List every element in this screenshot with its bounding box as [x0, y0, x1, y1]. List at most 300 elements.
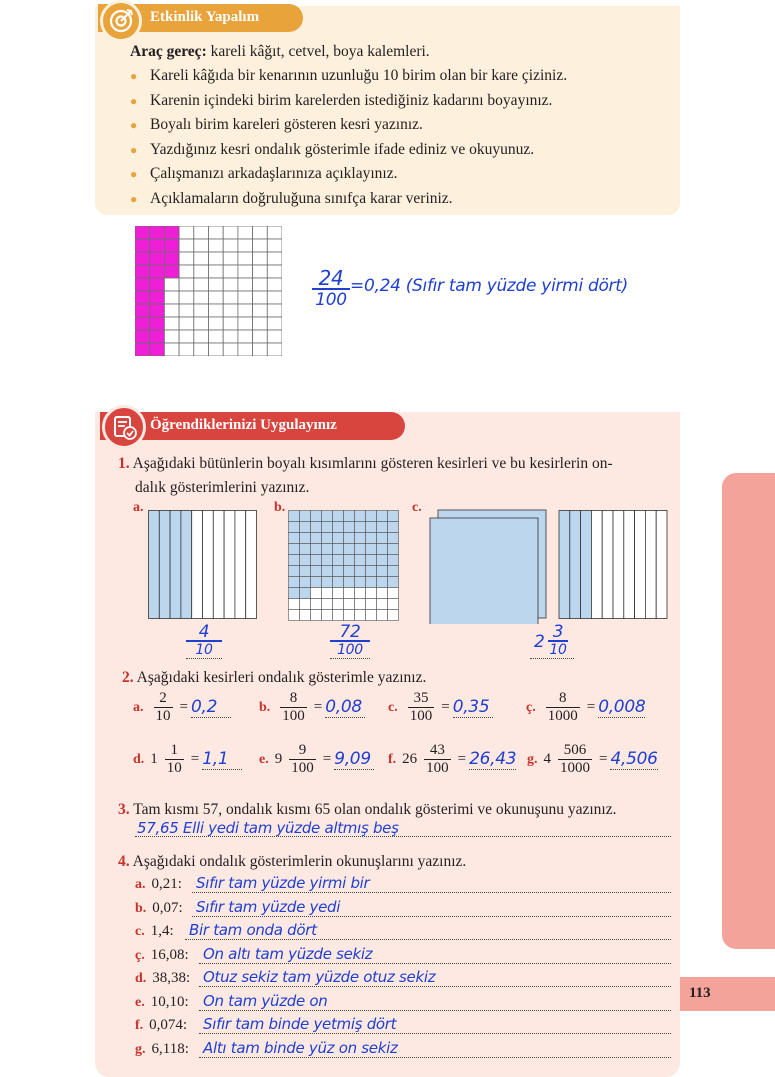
q4-number: 4.	[118, 853, 130, 870]
grid-cell	[223, 291, 238, 304]
cell-shaded	[289, 511, 300, 522]
cell-shaded	[344, 533, 355, 544]
grid-cell-shaded	[150, 278, 165, 291]
q3-answer: 57,65 Elli yedi tam yüzde altmış beş	[137, 819, 399, 837]
q2-item-label: b.	[259, 699, 271, 715]
grid-cell	[223, 252, 238, 265]
activity-steps	[130, 64, 567, 211]
cell-shaded	[333, 566, 344, 577]
q4-item-label: ç.	[135, 947, 145, 963]
grid-cell	[253, 304, 268, 317]
q4-heading	[118, 853, 466, 871]
grid-cell	[194, 278, 209, 291]
grid-cell	[194, 265, 209, 278]
cell	[355, 610, 366, 621]
cell-shaded	[366, 566, 377, 577]
strip	[246, 511, 257, 619]
cell-shaded	[355, 544, 366, 555]
grid-cell-shaded	[150, 252, 165, 265]
grid-cell-shaded	[164, 239, 179, 252]
strip	[224, 511, 235, 619]
activity-answer-fraction	[312, 268, 350, 310]
grid-cell	[223, 239, 238, 252]
grid-cell	[253, 252, 268, 265]
grid-cell	[164, 317, 179, 330]
cell-shaded	[322, 533, 333, 544]
grid-cell	[209, 343, 224, 356]
q2-item-fraction: $\frac{35}{100}$	[409, 690, 433, 724]
cell-shaded	[344, 522, 355, 533]
grid-cell	[164, 304, 179, 317]
grid-cell	[194, 317, 209, 330]
q4-item-answer: Sıfır tam yüzde yedi	[196, 897, 341, 916]
grid-cell	[253, 278, 268, 291]
cell	[322, 588, 333, 599]
grid-cell	[238, 343, 253, 356]
cell	[366, 599, 377, 610]
page-number: 113	[689, 985, 711, 1001]
q2-item: c. $\frac{35}{100}$ = 0,35	[388, 690, 493, 725]
strip	[635, 511, 646, 619]
strip-shaded	[170, 511, 181, 619]
grid-cell-shaded	[150, 317, 165, 330]
q2-item-answer: 0,08	[325, 697, 365, 718]
cell-shaded	[344, 577, 355, 588]
strip	[613, 511, 624, 619]
cell	[377, 599, 388, 610]
grid-cell-shaded	[164, 252, 179, 265]
cell	[344, 599, 355, 610]
grid-cell	[209, 291, 224, 304]
q4-item-value: 0,074:	[149, 1017, 188, 1033]
cell-shaded	[377, 522, 388, 533]
cell-shaded	[366, 544, 377, 555]
cell-shaded	[322, 566, 333, 577]
cell-shaded	[366, 555, 377, 566]
cell-shaded	[388, 544, 399, 555]
cell-shaded	[311, 533, 322, 544]
grid-cell-shaded	[135, 317, 150, 330]
grid-cell	[267, 226, 282, 239]
cell-shaded	[366, 511, 377, 522]
cell	[300, 610, 311, 621]
q4-item	[135, 897, 671, 919]
cell-shaded	[344, 555, 355, 566]
q4-text: Aşağıdaki ondalık gösterimlerin okunuşlarını yazınız.	[132, 853, 467, 870]
cell-shaded	[366, 533, 377, 544]
cell-shaded	[300, 566, 311, 577]
cell-shaded	[333, 544, 344, 555]
q4-item	[135, 876, 671, 895]
grid-cell	[179, 291, 194, 304]
cell	[322, 599, 333, 610]
q4-item	[135, 1017, 671, 1036]
cell	[366, 610, 377, 621]
q4-item-answer: Otuz sekiz tam yüzde otuz sekiz	[203, 968, 436, 986]
cell-shaded	[322, 577, 333, 588]
q2-item: ç. $\frac{8}{1000}$ = 0,008	[526, 690, 646, 724]
grid-cell	[267, 317, 282, 330]
cell	[344, 588, 355, 599]
q2-item-answer: 9,09	[334, 749, 374, 770]
grid-cell	[238, 252, 253, 265]
grid-cell	[253, 317, 268, 330]
grid-cell	[238, 278, 253, 291]
grid-cell	[209, 317, 224, 330]
grid-cell	[209, 226, 224, 239]
cell-shaded	[300, 588, 311, 599]
q2-item-answer: 0,35	[453, 697, 493, 718]
grid-cell	[194, 226, 209, 239]
activity-step: ● Karenin içindeki birim karelerden istediğiniz kadarını boyayınız.	[130, 91, 553, 109]
q2-item-label: c.	[388, 699, 398, 715]
q2-item-whole: 1	[150, 751, 158, 767]
q4-item	[135, 970, 671, 989]
strip-shaded	[559, 511, 570, 619]
cell	[388, 588, 399, 599]
grid-cell	[179, 252, 194, 265]
grid-cell-shaded	[135, 252, 150, 265]
q4-item-answer: Sıfır tam yüzde yirmi bir	[196, 874, 370, 892]
q2-item-answer: 0,008	[598, 697, 646, 717]
cell-shaded	[311, 511, 322, 522]
grid-cell-shaded	[150, 291, 165, 304]
q4-item-label: a.	[135, 877, 146, 892]
strip	[213, 511, 224, 619]
q4-item-label: d.	[135, 971, 147, 986]
q2-item-label: f.	[388, 751, 397, 767]
cell-shaded	[388, 577, 399, 588]
grid-cell-shaded	[150, 265, 165, 278]
cell-shaded	[355, 566, 366, 577]
cell	[344, 610, 355, 621]
grid-cell-shaded	[135, 304, 150, 317]
grid-cell-shaded	[150, 304, 165, 317]
cell	[355, 599, 366, 610]
cell-shaded	[289, 566, 300, 577]
q2-item-answer: 0,2	[191, 697, 231, 718]
q2-item: a. $\frac{2}{10}$ = 0,2	[133, 690, 231, 725]
cell-shaded	[300, 555, 311, 566]
cell-shaded	[377, 577, 388, 588]
cell	[322, 610, 333, 621]
grid-cell-shaded	[150, 343, 165, 356]
cell	[311, 610, 322, 621]
grid-cell	[194, 330, 209, 343]
cell	[333, 610, 344, 621]
grid-cell	[179, 317, 194, 330]
q2-heading	[122, 669, 426, 687]
cell-shaded	[333, 511, 344, 522]
grid-cell-shaded	[135, 343, 150, 356]
q4-item-answer: Sıfır tam binde yetmiş dört	[203, 1015, 397, 1033]
grid-cell	[194, 343, 209, 356]
grid-cell	[179, 226, 194, 239]
cell-shaded	[344, 511, 355, 522]
q4-item-label: b.	[135, 900, 147, 916]
grid-cell	[253, 343, 268, 356]
cell-shaded	[388, 555, 399, 566]
q4-item-answer: On altı tam yüzde sekiz	[203, 944, 373, 963]
q1-b-label: b.	[274, 500, 286, 515]
q2-number: 2.	[122, 669, 134, 686]
cell-shaded	[377, 511, 388, 522]
cell	[377, 588, 388, 599]
q1-a-figure	[148, 510, 258, 620]
cell-shaded	[366, 577, 377, 588]
strip	[656, 511, 667, 619]
grid-cell	[223, 317, 238, 330]
q4-item-value: 6,118:	[151, 1040, 189, 1057]
grid-cell	[238, 291, 253, 304]
cell-shaded	[322, 555, 333, 566]
checklist-icon	[102, 405, 146, 449]
grid-cell	[194, 291, 209, 304]
strip	[591, 511, 602, 619]
grid-cell	[267, 291, 282, 304]
cell	[289, 599, 300, 610]
grid-cell-shaded	[135, 265, 150, 278]
cell-shaded	[377, 566, 388, 577]
activity-step: ● Çalışmanızı arkadaşlarınıza açıklayınız.	[130, 165, 398, 182]
cell-shaded	[333, 522, 344, 533]
cell-shaded	[289, 533, 300, 544]
cell-shaded	[388, 566, 399, 577]
q2-item-fraction: $\frac{8}{1000}$	[547, 690, 578, 724]
q4-item-label: e.	[135, 994, 145, 1010]
strip	[602, 511, 613, 619]
grid-cell	[223, 343, 238, 356]
cell-shaded	[289, 577, 300, 588]
grid-cell	[238, 239, 253, 252]
grid-cell-shaded	[135, 278, 150, 291]
q4-item	[135, 1038, 671, 1060]
strip	[645, 511, 656, 619]
strip-shaded	[149, 511, 160, 619]
q1-c-figure	[428, 500, 673, 624]
strip-shaded	[181, 511, 192, 619]
q4-item-label: c.	[135, 924, 145, 939]
q2-item: b. $\frac{8}{100}$ = 0,08	[259, 690, 365, 725]
activity-answer-num: 24	[312, 268, 350, 290]
q4-item-value: 0,21:	[151, 876, 182, 892]
q3-number: 3.	[118, 801, 130, 818]
cell-shaded	[311, 555, 322, 566]
q1-text-2: dalık gösterimlerini yazınız.	[135, 479, 310, 496]
grid-cell	[179, 239, 194, 252]
activity-answer-text: =0,24 (Sıfır tam yüzde yirmi dört)	[350, 276, 628, 296]
grid-cell	[267, 343, 282, 356]
cell-shaded	[289, 555, 300, 566]
cell-shaded	[377, 533, 388, 544]
strip	[624, 511, 635, 619]
q4-item-label: g.	[135, 1041, 146, 1057]
grid-cell	[164, 343, 179, 356]
q1-b-figure	[288, 510, 400, 622]
cell-shaded	[322, 544, 333, 555]
grid-cell	[253, 291, 268, 304]
cell	[366, 588, 377, 599]
q2-item-fraction: $\frac{1}{10}$	[166, 742, 182, 776]
cell-shaded	[344, 566, 355, 577]
grid-cell	[164, 278, 179, 291]
grid-cell	[209, 239, 224, 252]
q2-item-whole: 9	[274, 751, 283, 767]
materials-line	[130, 40, 430, 64]
q1-a-answer: 4 10	[186, 624, 222, 659]
grid-cell	[209, 304, 224, 317]
cell-shaded	[388, 522, 399, 533]
cell	[289, 610, 300, 621]
cell-shaded	[366, 522, 377, 533]
grid-cell	[238, 226, 253, 239]
q4-item	[135, 944, 671, 966]
q1-b-answer: 72 100	[330, 624, 370, 659]
q2-item: f. 26 $\frac{43}{100}$ = 26,43	[388, 742, 517, 776]
q1-line1	[118, 455, 613, 473]
grid-cell	[194, 304, 209, 317]
grid-cell	[194, 239, 209, 252]
cell-shaded	[300, 511, 311, 522]
strip	[192, 511, 203, 619]
q4-item-value: 10,10:	[150, 993, 189, 1010]
q2-text: Aşağıdaki kesirleri ondalık gösterimle yazınız.	[136, 669, 427, 686]
grid-cell	[164, 291, 179, 304]
materials-label: Araç gereç:	[130, 43, 207, 60]
page-number-box	[680, 977, 775, 1011]
strip-shaded	[570, 511, 581, 619]
q2-item-whole: 26	[402, 751, 418, 767]
q4-item-value: 38,38:	[152, 970, 191, 986]
q4-item-answer: On tam yüzde on	[203, 991, 328, 1010]
cell-shaded	[377, 544, 388, 555]
grid-cell	[238, 265, 253, 278]
cell-shaded	[300, 577, 311, 588]
grid-cell	[238, 330, 253, 343]
cell	[355, 588, 366, 599]
grid-cell	[267, 278, 282, 291]
cell	[388, 610, 399, 621]
cell-shaded	[344, 544, 355, 555]
q4-item-value: 1,4:	[150, 923, 174, 939]
activity-title: Etkinlik Yapalım	[150, 9, 260, 25]
target-icon	[100, 0, 142, 42]
cell-shaded	[311, 566, 322, 577]
strip	[203, 511, 214, 619]
strip	[235, 511, 246, 619]
q2-item-label: a.	[133, 699, 144, 715]
cell-shaded	[355, 511, 366, 522]
q2-item-label: g.	[527, 751, 538, 767]
cell-shaded	[322, 522, 333, 533]
hundred-grid	[135, 226, 282, 356]
cell-shaded	[311, 522, 322, 533]
q4-item-label: f.	[135, 1018, 144, 1033]
q4-item	[135, 923, 671, 942]
grid-cell	[267, 330, 282, 343]
q2-item-fraction: $\frac{43}{100}$	[426, 742, 449, 776]
grid-cell-shaded	[164, 226, 179, 239]
grid-cell	[253, 265, 268, 278]
grid-cell	[179, 343, 194, 356]
cell-shaded	[289, 588, 300, 599]
cell-shaded	[355, 577, 366, 588]
activity-step: ● Yazdığınız kesri ondalık gösterimle ifade ediniz ve okuyunuz.	[130, 140, 535, 158]
grid-cell-shaded	[164, 265, 179, 278]
grid-cell	[267, 304, 282, 317]
materials-text: kareli kâğıt, cetvel, boya kalemleri.	[206, 43, 430, 60]
strip-shaded	[159, 511, 170, 619]
grid-cell	[223, 304, 238, 317]
grid-cell	[179, 304, 194, 317]
grid-cell-shaded	[150, 239, 165, 252]
q2-item-fraction: $\frac{8}{100}$	[282, 690, 305, 724]
cell-shaded	[388, 533, 399, 544]
cell-shaded	[311, 577, 322, 588]
cell-shaded	[333, 555, 344, 566]
grid-cell	[209, 278, 224, 291]
grid-cell	[267, 239, 282, 252]
cell-shaded	[300, 533, 311, 544]
cell-shaded	[333, 577, 344, 588]
cell-shaded	[289, 544, 300, 555]
q1-number: 1.	[118, 455, 130, 472]
grid-cell	[238, 304, 253, 317]
cell	[311, 588, 322, 599]
grid-cell-shaded	[135, 239, 150, 252]
q4-item-value: 0,07:	[152, 899, 183, 916]
q1-c-answer: 2 3 10	[530, 624, 574, 659]
grid-cell	[164, 330, 179, 343]
q2-item: g. 4 $\frac{506}{1000}$ = 4,506	[527, 742, 658, 776]
grid-cell	[267, 265, 282, 278]
q4-item	[135, 991, 671, 1013]
grid-cell-shaded	[135, 330, 150, 343]
grid-cell	[253, 226, 268, 239]
q2-item-fraction: $\frac{506}{1000}$	[560, 742, 590, 776]
grid-cell	[253, 239, 268, 252]
cell-shaded	[388, 511, 399, 522]
cell-shaded	[333, 533, 344, 544]
q4-item-answer: Bir tam onda dört	[189, 921, 317, 939]
q2-item-label: ç.	[526, 699, 536, 715]
practice-title: Öğrendiklerinizi Uygulayınız	[150, 417, 337, 433]
cell-shaded	[300, 544, 311, 555]
cell	[333, 599, 344, 610]
grid-cell	[179, 278, 194, 291]
q2-item-answer: 26,43	[469, 749, 517, 769]
cell-shaded	[377, 555, 388, 566]
q2-item: d. 1 $\frac{1}{10}$ = 1,1	[133, 742, 242, 777]
activity-step: ● Açıklamaların doğruluğuna sınıfça karar veriniz.	[130, 189, 453, 207]
q4-item-value: 16,08:	[150, 946, 189, 963]
q1-c-label: c.	[412, 500, 422, 515]
q3-heading	[118, 801, 616, 819]
grid-cell	[209, 265, 224, 278]
grid-cell	[238, 317, 253, 330]
grid-cell	[223, 265, 238, 278]
cell-shaded	[355, 555, 366, 566]
cell-shaded	[322, 511, 333, 522]
q2-item: e. 9 $\frac{9}{100}$ = 9,09	[259, 742, 374, 777]
strip-shaded	[581, 511, 592, 619]
q3-text: Tam kısmı 57, ondalık kısmı 65 olan ondalık gösterimi ve okunuşunu yazınız.	[133, 801, 617, 818]
grid-cell	[223, 226, 238, 239]
grid-cell-shaded	[150, 330, 165, 343]
cell-shaded	[355, 533, 366, 544]
grid-cell	[253, 330, 268, 343]
grid-cell	[179, 330, 194, 343]
